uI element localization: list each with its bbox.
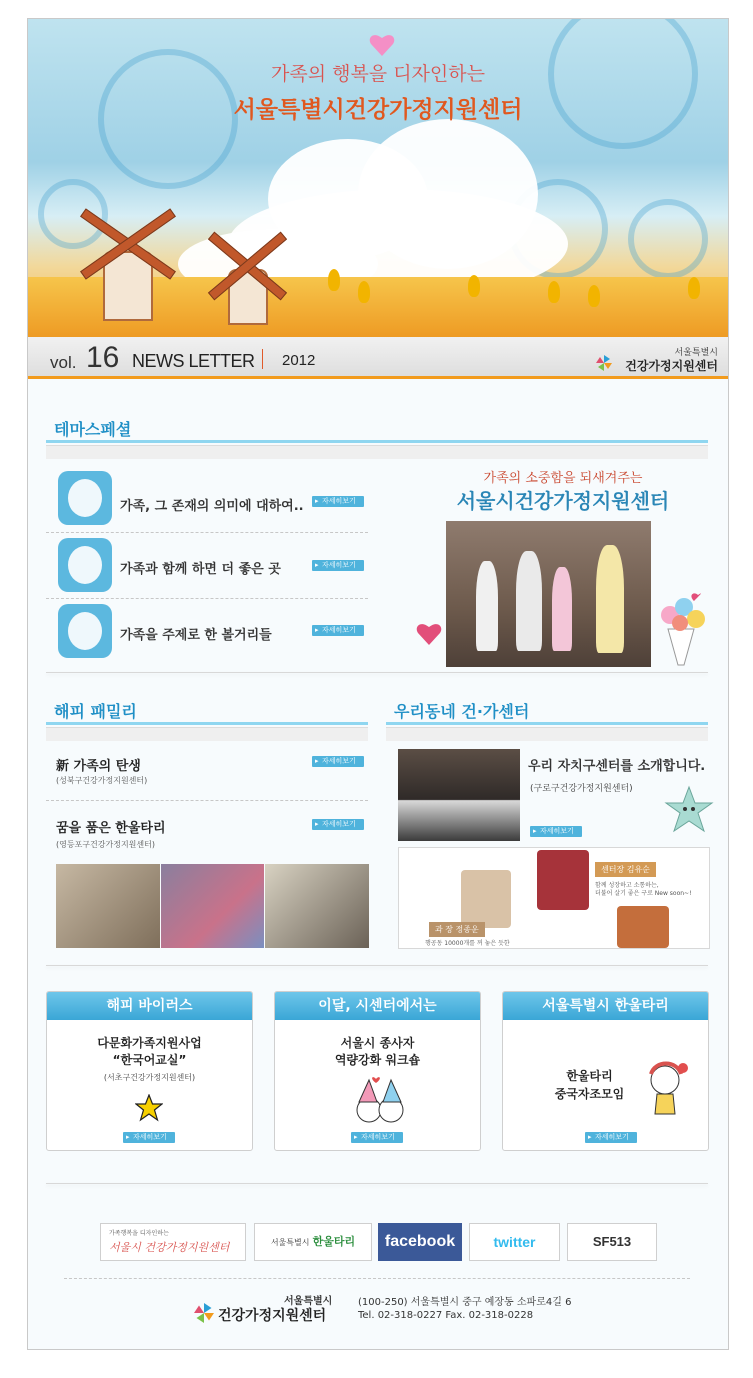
logo-small-text: 가족행복을 디자인하는 [109,1230,169,1237]
facebook-link[interactable]: facebook [378,1223,462,1261]
pinwheel-icon [194,1303,214,1323]
section-underline [46,722,368,725]
dashed-divider [46,800,368,801]
star-character-icon [662,785,716,835]
dashed-divider [46,532,368,533]
section-underline [46,440,708,443]
heart-icon [369,33,395,57]
hero-subtitle: 가족의 행복을 디자인하는 [271,63,485,85]
classroom-photo[interactable] [56,864,160,948]
logo-small-text: 서울특별시 [270,1238,310,1247]
party-hat-faces-icon [349,1074,411,1124]
more-button[interactable]: ▸ 자세히보기 [123,1132,175,1143]
box-header: 해피 바이러스 [47,992,252,1020]
director-badge: 센터장 김유순 [595,862,656,877]
section-underline [386,722,708,725]
section-band [386,727,708,741]
flower-bouquet-icon [650,589,712,667]
hanultari-logo-link[interactable] [254,1223,372,1261]
section-title-happy-family: 해피 패밀리 [54,702,137,721]
meeting-photo[interactable] [265,864,369,948]
section-divider [46,1183,708,1184]
center-source: (구로구건강가정지원센터) [530,784,633,794]
balloon-girl-icon [645,1058,689,1122]
center-headline: 우리 자치구센터를 소개합니다. [528,759,706,774]
newsletter-label: NEWS LETTER [132,351,255,371]
org-small-label: 서울특별시 [674,348,718,358]
happy-virus-box [46,991,253,1151]
book-person-icon [58,604,112,658]
logo-main-text: 서울시 건강가정지원센터 [109,1241,230,1254]
feature-subtitle: 가족의 소중함을 되새겨주는 [483,471,643,486]
director-note: 더불어 살기 좋은 구로 New soon~! [595,890,692,897]
section-band [46,445,708,459]
group-photo[interactable] [398,749,520,841]
box-line: “한국어교실” [112,1053,187,1067]
logo-main-text: 한울타리 [312,1235,356,1248]
more-button[interactable]: ▸ 자세히보기 [312,756,364,767]
theme-item-label: 가족과 함께 하면 더 좋은 곳 [120,562,281,577]
box-header: 서울특별시 한울타리 [503,992,708,1020]
box-header: 이달, 시센터에서는 [275,992,480,1020]
center-logo-link[interactable] [100,1223,246,1261]
hanultari-box [502,991,709,1151]
pinwheel-icon [596,355,612,371]
section-title-theme: 테마스페셜 [54,420,132,439]
manager-badge: 과 장 정종운 [429,922,485,937]
children-photo[interactable] [446,521,651,667]
vol-number: 16 [86,341,120,374]
footer-phone: Tel. 02-318-0227 Fax. 02-318-0228 [358,1310,534,1321]
manager-note: 행공동 10000개를 꺼 놓은 듯한 [425,940,510,947]
hero-banner [28,19,728,337]
staff-photo-director [537,850,589,910]
footer-org-small: 서울특별시 [284,1296,333,1307]
volume-bar [28,337,728,379]
family-globe-icon [58,538,112,592]
box-line: 역량강화 워크숍 [334,1053,421,1067]
masks-photo[interactable] [161,864,264,948]
staff-photo-member [617,906,669,948]
more-button[interactable]: ▸ 자세히보기 [312,496,364,507]
section-band [46,727,368,741]
staff-photo-manager [461,870,511,928]
city-center-box [274,991,481,1151]
newsletter-frame [27,18,729,1350]
footer-address: (100-250) 서울특별시 중구 예장동 소파로4길 6 [358,1297,572,1308]
sf513-link[interactable]: SF513 [567,1223,657,1261]
more-button[interactable]: ▸ 자세히보기 [585,1132,637,1143]
vol-divider [262,349,263,369]
hero-title: 서울특별시건강가정지원센터 [233,97,523,123]
section-divider [46,672,708,673]
staff-intro-panel[interactable] [398,847,710,949]
vol-year: 2012 [282,352,316,369]
box-source: (서초구건강가정지원센터) [103,1073,196,1082]
globe-sprout-icon [58,471,112,525]
more-button[interactable]: ▸ 자세히보기 [312,625,364,636]
more-button[interactable]: ▸ 자세히보기 [530,826,582,837]
vol-label: vol. [50,353,77,372]
star-icon [135,1094,163,1122]
more-button[interactable]: ▸ 자세히보기 [312,819,364,830]
director-note: 함께 성장하고 소통하는, [595,882,659,889]
theme-item-label: 가족, 그 존재의 의미에 대하여.. [120,499,304,514]
org-name: 건강가정지원센터 [625,359,718,373]
heart-icon [416,621,442,647]
theme-item-label: 가족을 주제로 한 볼거리들 [120,628,272,643]
more-button[interactable]: ▸ 자세히보기 [312,560,364,571]
dashed-divider [64,1278,690,1279]
family-item-source: (영등포구건강가정지원센터) [56,840,155,849]
dashed-divider [46,598,368,599]
more-button[interactable]: ▸ 자세히보기 [351,1132,403,1143]
family-item-title[interactable]: 꿈을 품은 한울타리 [56,821,166,836]
family-item-title[interactable]: 新 가족의 탄생 [56,759,141,774]
box-line: 중국자조모임 [554,1087,625,1101]
feature-title: 서울시건강가정지원센터 [456,489,670,513]
footer-org-name: 건강가정지원센터 [218,1308,327,1324]
box-line: 한울타리 [566,1069,613,1083]
section-divider [46,965,708,966]
family-item-source: (성북구건강가정지원센터) [56,776,148,785]
box-line: 서울시 종사자 [340,1036,415,1050]
box-line: 다문화가족지원사업 [97,1036,202,1050]
twitter-link[interactable]: twitter [469,1223,560,1261]
section-title-neighborhood: 우리동네 건·가센터 [394,702,530,721]
